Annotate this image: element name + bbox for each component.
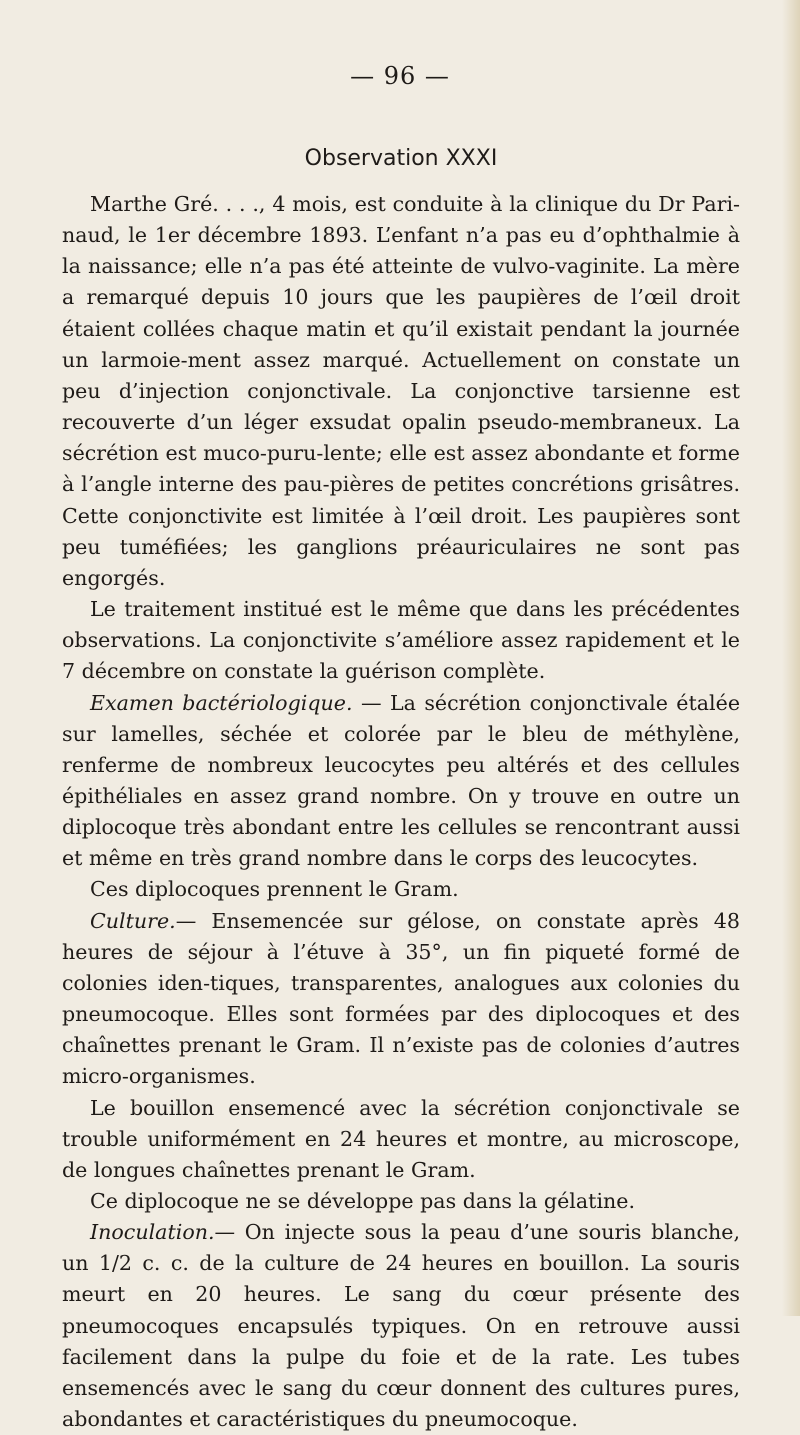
paragraph-inoculation [62,1217,740,1435]
paragraph-gram [62,874,740,905]
paragraph-gelatine [62,1186,740,1217]
paragraph-text: Le traitement institué est le même que dans les précédentes observations. La conjonctivite s’améliore assez rapidement et le 7 décembre on constate la guérison complète. [62,597,740,684]
paragraph-bouillon [62,1093,740,1186]
paragraph-text: Le bouillon ensemencé avec la sécrétion conjonctivale se trouble uniformément en 24 heures et montre, au microscope, de longues chaînettes prenant le Gram. [62,1095,740,1182]
section-heading: Culture. [90,908,176,933]
paragraph-treatment [62,594,740,687]
paragraph-bacteriology [62,688,740,875]
paragraph-case-history [62,189,740,594]
paragraph-text: Marthe Gré. . . ., 4 mois, est conduite à la clinique du Dr Pari-naud, le 1er décembre 1893. L’enfant n’a pas eu d’ophthalmie à la naissance; elle n’a pas été atteinte de vulvo-vaginite. La mère a remarqué depuis 10 jours que les paupières de l’œil droit étaient collées chaque matin et qu’il existait pendant la journée un larmoie-ment assez marqué. Actuellement on constate un peu d’injection conjonctivale. La conjonctive tarsienne est recouverte d’un léger exsudat opalin pseudo-membraneux. La sécrétion est muco-puru-lente; elle est assez abondante et forme à l’angle interne des pau-pières de petites concrétions grisâtres. Cette conjonctivite est limitée à l’œil droit. Les paupières sont peu tuméfiées; les ganglions préauriculaires ne sont pas engorgés. [62,192,740,590]
paragraph-text: — On injecte sous la peau d’une souris blanche, un 1/2 c. c. de la culture de 24 heures en bouillon. La souris meurt en 20 heures. Le sang du cœur présente des pneumocoques encapsulés typiques. On en retrouve aussi facilement dans la pulpe du foie et de la rate. Les tubes ensemencés avec le sang du cœur donnent des cultures pures, abondantes et caractéristiques du pneumocoque. [62,1220,740,1432]
observation-title: Observation XXXI [304,146,498,171]
paragraph-text: Ces diplocoques prennent le Gram. [90,877,459,902]
section-heading: Inoculation. [90,1220,215,1245]
page-number: — 96 — [350,62,450,90]
paragraph-culture [62,906,740,1093]
paragraph-text: Ce diplocoque ne se développe pas dans la gélatine. [90,1189,636,1213]
paragraph-text: — Ensemencée sur gélose, on constate après 48 heures de séjour à l’étuve à 35°, un fin piqueté formé de colonies iden-tiques, transparentes, analogues aux colonies du pneumocoque. Elles sont formées par des diplocoques et des chaînettes prenant le Gram. Il n’existe pas de colonies d’autres micro-organismes. [62,908,740,1089]
section-heading: Examen bactériologique. [90,690,353,715]
paragraph-text: — La sécrétion conjonctivale étalée sur lamelles, séchée et colorée par le bleu de méthylène, renferme de nombreux leucocytes peu altérés et des cellules épithéliales en assez grand nombre. On y trouve en outre un diplocoque très abondant entre les cellules se rencontrant aussi et même en très grand nombre dans le corps des leucocytes. [62,690,741,871]
